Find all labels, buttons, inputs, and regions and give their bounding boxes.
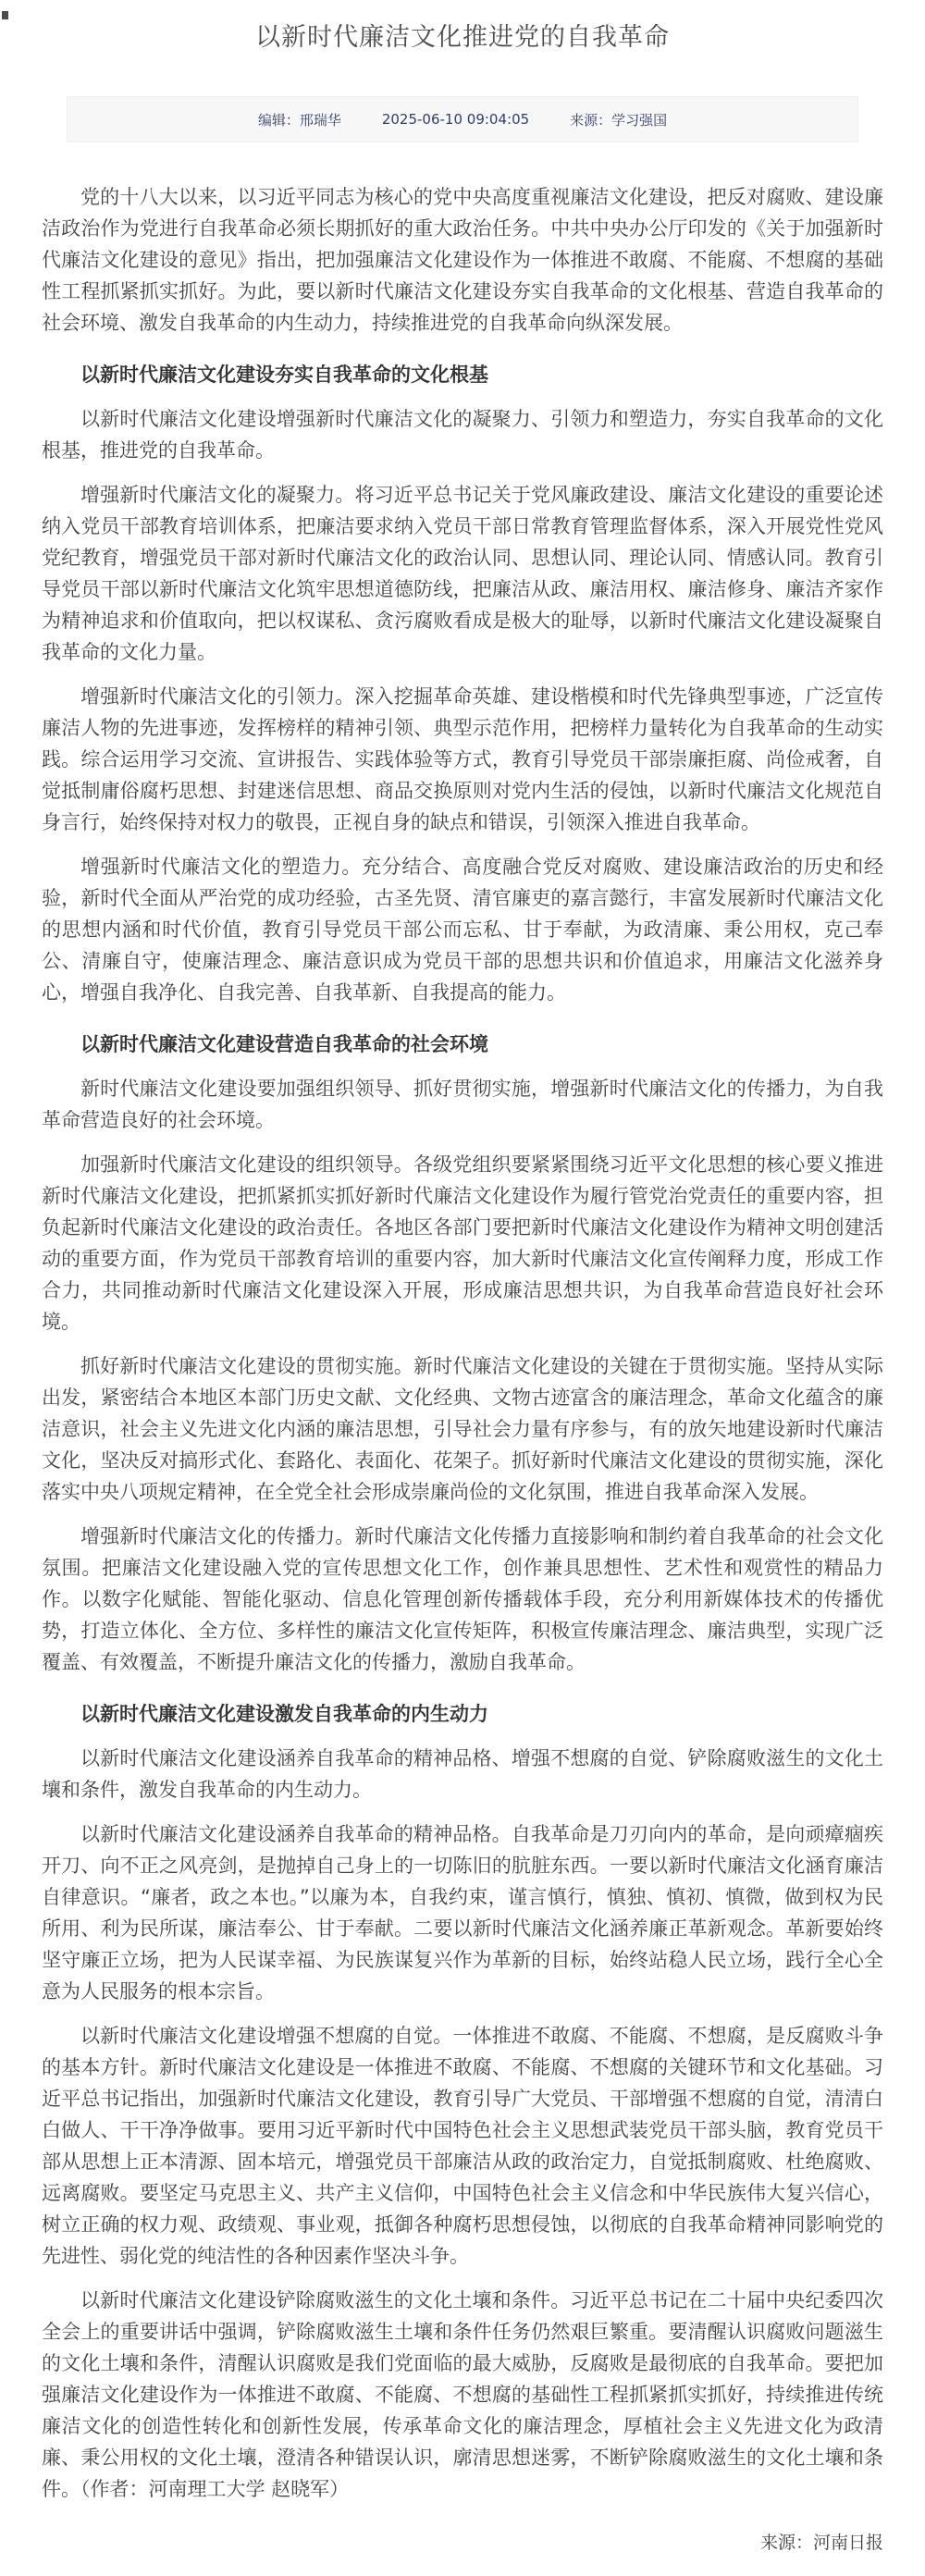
paragraph: 增强新时代廉洁文化的传播力。新时代廉洁文化传播力直接影响和制约着自我革命的社会文化氛围。把廉洁文化建设融入党的宣传思想文化工作，创作兼具思想性、艺术性和观赏性的精品力作。以数字化赋能、智能化驱动、信息化管理创新传播载体手段，充分利用新媒体技术的传播优势，打造立体化、全方位、多样性的廉洁文化宣传矩阵，积极宣传廉洁理念、廉洁典型，实现广泛覆盖、有效覆盖，不断提升廉洁文化的传播力，激励自我革命。 [42, 1525, 883, 1673]
meta-editor: 编辑：邢瑞华 [257, 111, 341, 129]
paragraph: 以新时代廉洁文化建设增强不想腐的自觉。一体推进不敢腐、不能腐、不想腐，是反腐败斗争的基本方针。新时代廉洁文化建设是一体推进不敢腐、不能腐、不想腐的关键环节和文化基础。习近平总书记指出，加强新时代廉洁文化建设，教育引导广大党员、干部增强不想腐的自觉，清清白白做人、干干净净做事。要用习近平新时代中国特色社会主义思想武装党员干部头脑，教育党员干部从思想上正本清源、固本培元，增强党员干部廉洁从政的政治定力，自觉抵制腐败、杜绝腐败、远离腐败。要坚定马克思主义、共产主义信仰，中国特色社会主义信念和中华民族伟大复兴信心，树立正确的权力观、政绩观、事业观，抵御各种腐朽思想侵蚀，以彻底的自我革命精神同影响党的先进性、弱化党的纯洁性的各种因素作坚决斗争。 [42, 2025, 883, 2267]
paragraph: 增强新时代廉洁文化的引领力。深入挖掘革命英雄、建设楷模和时代先锋典型事迹，广泛宣传廉洁人物的先进事迹，发挥榜样的精神引领、典型示范作用，把榜样力量转化为自我革命的生动实践。综合运用学习交流、宣讲报告、实践体验等方式，教育引导党员干部崇廉拒腐、尚俭戒奢，自觉抵制庸俗腐朽思想、封建迷信思想、商品交换原则对党内生活的侵蚀，以新时代廉洁文化规范自身言行，始终保持对权力的敬畏，正视自身的缺点和错误，引领深入推进自我革命。 [42, 685, 883, 833]
paragraph: 以新时代廉洁文化建设涵养自我革命的精神品格、增强不想腐的自觉、铲除腐败滋生的文化土壤和条件，激发自我革命的内生动力。 [42, 1747, 883, 1801]
paragraph: 新时代廉洁文化建设要加强组织领导、抓好贯彻实施，增强新时代廉洁文化的传播力，为自我革命营造良好的社会环境。 [42, 1078, 883, 1131]
section-heading: 以新时代廉洁文化建设激发自我革命的内生动力 [80, 1703, 488, 1725]
paragraph: 以新时代廉洁文化建设铲除腐败滋生的文化土壤和条件。习近平总书记在二十届中央纪委四次全会上的重要讲话中强调，铲除腐败滋生土壤和条件任务仍然艰巨繁重。要清醒认识腐败问题滋生的文化土壤和条件，清醒认识腐败是我们党面临的最大威胁，反腐败是最彻底的自我革命。要把加强廉洁文化建设作为一体推进不敢腐、不能腐、不想腐的基础性工程抓紧抓实抓好，持续推进传统廉洁文化的创造性转化和创新性发展，传承革命文化的廉洁理念，厚植社会主义先进文化为政清廉、秉公用权的文化土壤，澄清各种错误认识，廓清思想迷雾，不断铲除腐败滋生的文化土壤和条件。（作者：河南理工大学 赵晓军） [42, 2289, 883, 2500]
section-heading: 以新时代廉洁文化建设夯实自我革命的文化根基 [80, 364, 488, 386]
meta-datetime: 2025-06-10 09:04:05 [381, 111, 530, 128]
paragraph: 以新时代廉洁文化建设增强新时代廉洁文化的凝聚力、引领力和塑造力，夯实自我革命的文化根基，推进党的自我革命。 [42, 408, 883, 462]
paragraph: 加强新时代廉洁文化建设的组织领导。各级党组织要紧紧围绕习近平文化思想的核心要义推进新时代廉洁文化建设，把抓紧抓实抓好新时代廉洁文化建设作为履行管党治党责任的重要内容，担负起新时代廉洁文化建设的政治责任。各地区各部门要把新时代廉洁文化建设作为精神文明创建活动的重要方面，作为党员干部教育培训的重要内容，加大新时代廉洁文化宣传阐释力度，形成工作合力，共同推动新时代廉洁文化建设深入开展，形成廉洁思想共识，为自我革命营造良好社会环境。 [42, 1153, 883, 1333]
article-title: 以新时代廉洁文化推进党的自我革命 [255, 23, 670, 52]
paragraph: 增强新时代廉洁文化的凝聚力。将习近平总书记关于党风廉政建设、廉洁文化建设的重要论述纳入党员干部教育培训体系，把廉洁要求纳入党员干部日常教育管理监督体系，深入开展党性党风党纪教育，增强党员干部对新时代廉洁文化的政治认同、思想认同、理论认同、情感认同。教育引导党员干部以新时代廉洁文化筑牢思想道德防线，把廉洁从政、廉洁用权、廉洁修身、廉洁齐家作为精神追求和价值取向，把以权谋私、贪污腐败看成是极大的耻辱，以新时代廉洁文化建设凝聚自我革命的文化力量。 [42, 484, 883, 663]
screen-corner-artifact [2, 11, 8, 19]
article-body [42, 142, 883, 2505]
paragraph: 抓好新时代廉洁文化建设的贯彻实施。新时代廉洁文化建设的关键在于贯彻实施。坚持从实际出发，紧密结合本地区本部门历史文献、文化经典、文物古迹富含的廉洁理念，革命文化蕴含的廉洁意识，社会主义先进文化内涵的廉洁思想，引导社会力量有序参与，有的放矢地建设新时代廉洁文化，坚决反对搞形式化、套路化、表面化、花架子。抓好新时代廉洁文化建设的贯彻实施，深化落实中央八项规定精神，在全党全社会形成崇廉尚俭的文化氛围，推进自我革命深入发展。 [42, 1355, 883, 1503]
paragraph: 以新时代廉洁文化建设涵养自我革命的精神品格。自我革命是刀刃向内的革命，是向顽瘴痼疾开刀、向不正之风亮剑，是抛掉自己身上的一切陈旧的肮脏东西。一要以新时代廉洁文化涵育廉洁自律意识。“廉者，政之本也。”以廉为本，自我约束，谨言慎行，慎独、慎初、慎微，做到权为民所用、利为民所谋，廉洁奉公、甘于奉献。二要以新时代廉洁文化涵养廉正革新观念。革新要始终坚守廉正立场，把为人民谋幸福、为民族谋复兴作为革新的目标，始终站稳人民立场，践行全心全意为人民服务的根本宗旨。 [42, 1823, 883, 2003]
footer-source: 来源：河南日报 [759, 2533, 883, 2553]
section-heading: 以新时代廉洁文化建设营造自我革命的社会环境 [80, 1033, 488, 1055]
paragraph: 党的十八大以来，以习近平同志为核心的党中央高度重视廉洁文化建设，把反对腐败、建设廉洁政治作为党进行自我革命必须长期抓好的重大政治任务。中共中央办公厅印发的《关于加强新时代廉洁文化建设的意见》指出，把加强廉洁文化建设作为一体推进不敢腐、不能腐、不想腐的基础性工程抓紧抓实抓好。为此，要以新时代廉洁文化建设夯实自我革命的文化根基、营造自我革命的社会环境、激发自我革命的内生动力，持续推进党的自我革命向纵深发展。 [42, 186, 883, 334]
meta-source: 来源：学习强国 [570, 111, 668, 129]
article-meta-bar [67, 96, 858, 142]
paragraph: 增强新时代廉洁文化的塑造力。充分结合、高度融合党反对腐败、建设廉洁政治的历史和经验，新时代全面从严治党的成功经验，古圣先贤、清官廉吏的嘉言懿行，丰富发展新时代廉洁文化的思想内涵和时代价值，教育引导党员干部公而忘私、甘于奉献，为政清廉、秉公用权，克己奉公、清廉自守，使廉洁理念、廉洁意识成为党员干部的思想共识和价值追求，用廉洁文化滋养身心，增强自我净化、自我完善、自我革新、自我提高的能力。 [42, 856, 883, 1004]
